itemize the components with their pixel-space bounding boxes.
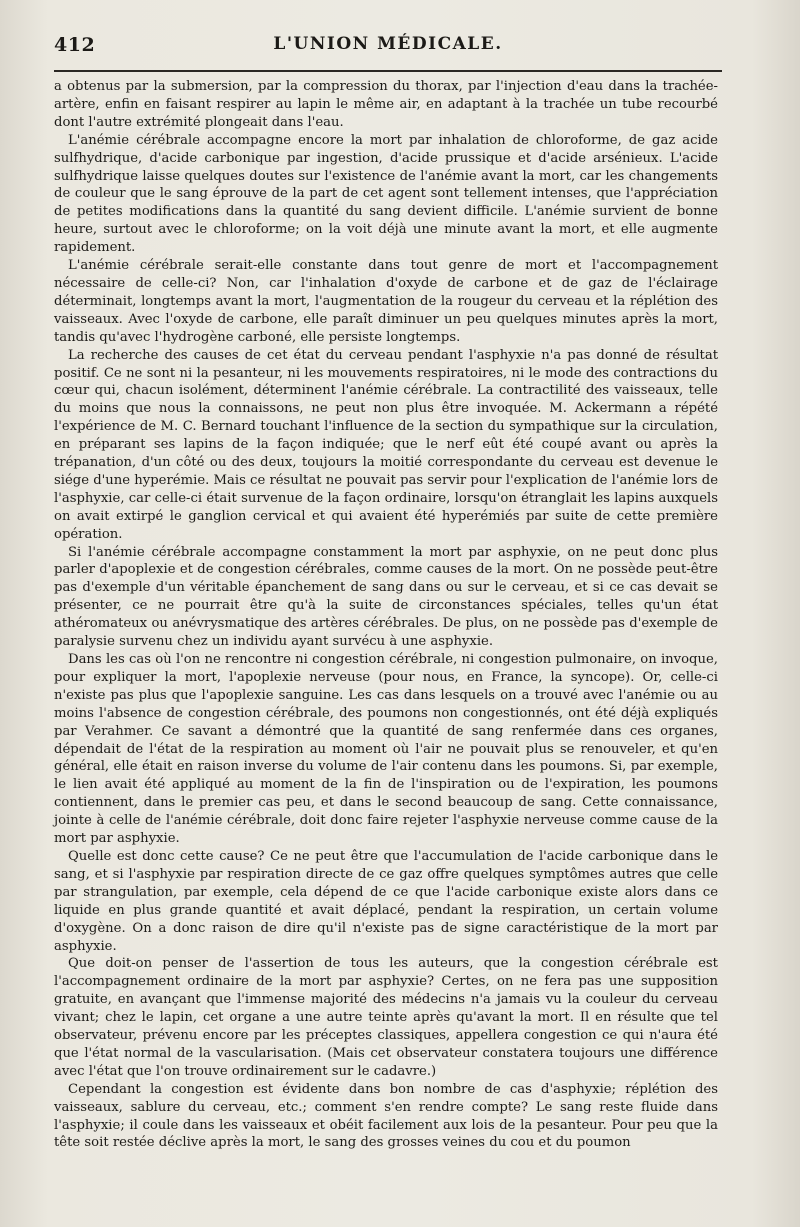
paragraph: a obtenus par la submersion, par la compression du thorax, par l'injection d'eau dans la trachée-artère, enfin en faisant respirer au lapin le même air, en adaptant à la trachée un tube recourbé dont l'autre extrémité plongeait dans l'eau. <box>54 79 718 130</box>
page-header <box>54 34 722 64</box>
paragraph: L'anémie cérébrale accompagne encore la mort par inhalation de chloroforme, de gaz acide sulfhydrique, d'acide carbonique par ingestion, d'acide prussique et d'acide arsénieux. L'acide sulfhydrique laisse quelques doutes sur l'existence de l'anémie avant la mort, car les changements de couleur que le sang éprouve de la part de cet agent sont tellement intenses, que l'appréciation de petites modifications dans la quantité du sang devient difficile. L'anémie survient de bonne heure, surtout avec le chloroforme; on la voit déjà une minute avant la mort, et elle augmente rapidement. <box>54 132 718 256</box>
article-body <box>54 78 718 1152</box>
paragraph: Dans les cas où l'on ne rencontre ni congestion cérébrale, ni congestion pulmonaire, on invoque, pour expliquer la mort, l'apoplexie nerveuse (pour nous, en France, la syncope). Or, celle-ci n'existe pas plus que l'apoplexie sanguine. Les cas dans lesquels on a trouvé avec l'anémie ou au moins l'absence de congestion cérébrale, des poumons non congestionnés, ont été déjà expliqués par Verahmer. Ce savant a démontré que la quantité de sang renfermée dans ces organes, dépendait de l'état de la respiration au moment où l'air ne pouvait plus se renouveler, et qu'en général, elle était en raison inverse du volume de l'air contenu dans les poumons. Si, par exemple, le lien avait été appliqué au moment de la fin de l'inspiration ou de l'expiration, les poumons contiennent, dans le premier cas peu, et dans le second beaucoup de sang. Cette connaissance, jointe à celle de l'anémie cérébrale, doit donc faire rejeter l'asphyxie nerveuse comme cause de la mort par asphyxie. <box>54 652 718 847</box>
header-rule <box>54 70 722 72</box>
page-number: 412 <box>54 34 96 56</box>
paragraph: La recherche des causes de cet état du cerveau pendant l'asphyxie n'a pas donné de résultat positif. Ce ne sont ni la pesanteur, ni les mouvements respiratoires, ni le mode des contractions du cœur qui, chacun isolément, déterminent l'anémie cérébrale. La contractilité des vaisseaux, telle du moins que nous la connaissons, ne peut non plus être invoquée. M. Ackermann a répété l'expérience de M. C. Bernard touchant l'influence de la section du sympathique sur la circulation, en préparant ses lapins de la façon indiquée; que le nerf eût été coupé avant ou après la trépanation, d'un côté ou des deux, toujours la moitié correspondante du cerveau est devenue le siége d'une hyperémie. Mais ce résultat ne pouvait pas servir pour l'explication de l'anémie lors de l'asphyxie, car celle-ci était survenue de la façon ordinaire, lorsqu'on étranglait les lapins auxquels on avait extirpé le ganglion cervical et qui avaient été hyperémiés par suite de cette première opération. <box>54 347 718 542</box>
paragraph: L'anémie cérébrale serait-elle constante dans tout genre de mort et l'accompagnement nécessaire de celle-ci? Non, car l'inhalation d'oxyde de carbone et de gaz de l'éclairage déterminait, longtemps avant la mort, l'augmentation de la rougeur du cerveau et la réplétion des vaisseaux. Avec l'oxyde de carbone, elle paraît diminuer un peu quelques minutes après la mort, tandis qu'avec l'hydrogène carboné, elle persiste longtemps. <box>54 258 718 345</box>
paragraph: Que doit-on penser de l'assertion de tous les auteurs, que la congestion cérébrale est l'accompagnement ordinaire de la mort par asphyxie? Certes, on ne fera pas une supposition gratuite, en avançant que l'immense majorité des médecins n'a jamais vu la couleur du cerveau vivant; chez le lapin, cet organe a une autre teinte après qu'avant la mort. Il en résulte que tel observateur, prévenu encore par les préceptes classiques, appellera congestion ce qui n'aura été que l'état normal de la vascularisation. (Mais cet observateur constatera toujours une différence avec l'état que l'on trouve ordinairement sur le cadavre.) <box>54 956 718 1079</box>
paragraph: Quelle est donc cette cause? Ce ne peut être que l'accumulation de l'acide carbonique dans le sang, et si l'asphyxie par respiration directe de ce gaz offre quelques symptômes autres que celle par strangulation, par exemple, cela dépend de ce que l'acide carbonique existe alors dans ce liquide en plus grande quantité et avait déplacé, pendant la respiration, un certain volume d'oxygène. On a donc raison de dire qu'il n'existe pas de signe caractéristique de la mort par asphyxie. <box>54 848 718 954</box>
paragraph: Si l'anémie cérébrale accompagne constamment la mort par asphyxie, on ne peut donc plus parler d'apoplexie et de congestion cérébrales, comme causes de la mort. On ne possède peut-être pas d'exemple d'un véritable épanchement de sang dans ou sur le cerveau, et si ce cas devait se présenter, ce ne pourrait être qu'à la suite de circonstances spéciales, telles qu'un état athéromateux ou anévrysmatique des artères cérébrales. De plus, on ne possède pas d'exemple de paralysie survenu chez un individu ayant survécu à une asphyxie. <box>54 544 718 650</box>
paragraph: Cependant la congestion est évidente dans bon nombre de cas d'asphyxie; réplétion des vaisseaux, sablure du cerveau, etc.; comment s'en rendre compte? Le sang reste fluide dans l'asphyxie; il coule dans les vaisseaux et obéit facilement aux lois de la pesanteur. Pour peu que la tête soit restée déclive après la mort, le sang des grosses veines du cou et du poumon <box>54 1081 718 1151</box>
running-title: L'UNION MÉDICALE. <box>273 34 503 54</box>
